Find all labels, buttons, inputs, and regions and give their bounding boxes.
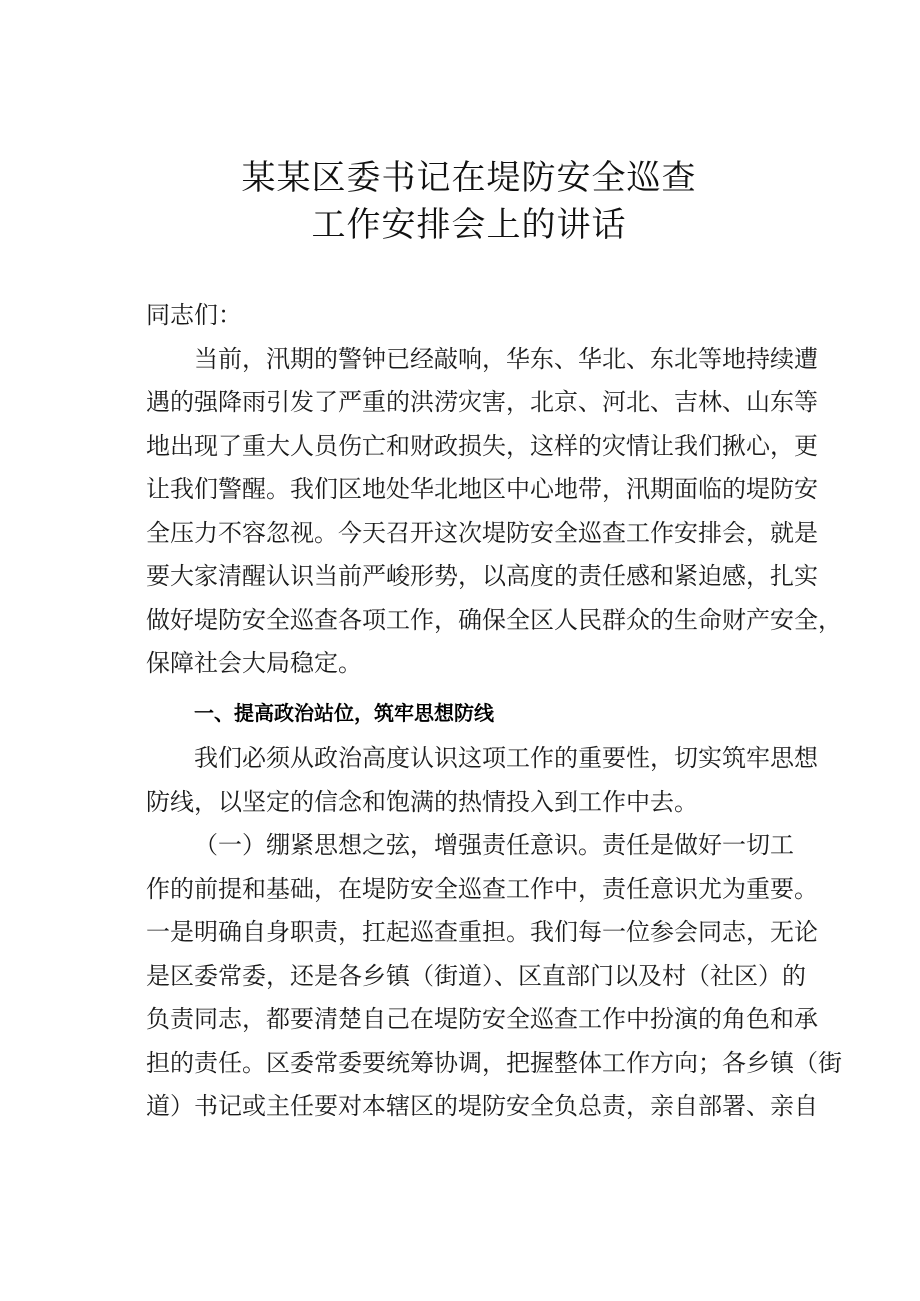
paragraph-line: 要大家清醒认识当前严峻形势，以高度的责任感和紧迫感，扎实 [146,564,818,590]
paragraph-line: 作的前提和基础，在堤防安全巡查工作中，责任意识尤为重要。 [146,876,818,903]
document-content [146,155,842,1130]
title-line-1: 某某区委书记在堤防安全巡查 [241,160,697,197]
paragraph-line: 遇的强降雨引发了严重的洪涝灾害，北京、河北、吉林、山东等 [146,390,818,416]
paragraph-line: （一）绷紧思想之弦，增强责任意识。责任是做好一切工 [194,833,794,859]
section-heading: 一、提高政治站位，筑牢思想防线 [194,702,494,725]
paragraph-line: 我们必须从政治高度认识这项工作的重要性，切实筑牢思想 [194,746,818,772]
paragraph-line: 道）书记或主任要对本辖区的堤防安全负总责，亲自部署、亲自 [146,1094,818,1120]
paragraph-line: 做好堤防安全巡查各项工作，确保全区人民群众的生命财产安全， [146,607,842,634]
paragraph-line: 一是明确自身职责，扛起巡查重担。我们每一位参会同志，无论 [146,920,818,946]
paragraph-line: 全压力不容忽视。今天召开这次堤防安全巡查工作安排会，就是 [146,520,818,547]
document-body [146,295,842,1130]
paragraph-line: 保障社会大局稳定。 [146,651,362,677]
paragraph-line: 地出现了重大人员伤亡和财政损失，这样的灾情让我们揪心，更 [146,433,818,460]
paragraph-line: 防线，以坚定的信念和饱满的热情投入到工作中去。 [146,789,698,816]
salutation-line: 同志们： [146,303,242,329]
paragraph-line: 担的责任。区委常委要统筹协调，把握整体工作方向；各乡镇（街 [146,1050,842,1077]
title-line-2: 工作安排会上的讲话 [311,207,627,244]
document-title [146,155,792,249]
paragraph-line: 让我们警醒。我们区地处华北地区中心地带，汛期面临的堤防安 [146,477,818,503]
paragraph-line: 是区委常委，还是各乡镇（街道）、区直部门以及村（社区）的 [146,963,806,990]
paragraph-line: 当前，汛期的警钟已经敲响，华东、华北、东北等地持续遭 [194,346,818,373]
paragraph-line: 负责同志，都要清楚自己在堤防安全巡查工作中扮演的角色和承 [146,1007,818,1033]
